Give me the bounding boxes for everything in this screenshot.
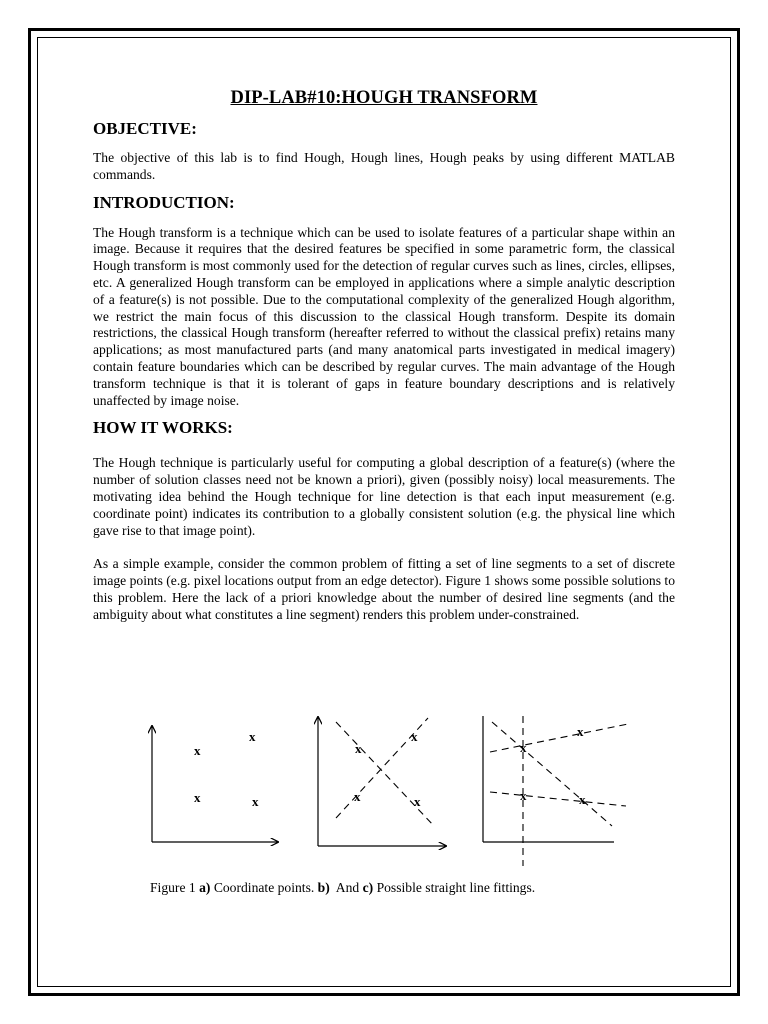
point-marker: x: [411, 729, 418, 744]
caption-text-c: Possible straight line fittings.: [373, 880, 536, 895]
fitted-line: [490, 792, 626, 806]
introduction-heading: INTRODUCTION:: [93, 192, 235, 212]
fitted-line: [492, 722, 612, 826]
point-marker: x: [414, 794, 421, 809]
objective-heading: OBJECTIVE:: [93, 119, 197, 138]
point-marker: x: [520, 740, 527, 755]
caption-prefix: Figure 1: [150, 880, 200, 895]
objective-paragraph: The objective of this lab is to find Hough, Hough lines, Hough peaks by using different MATLAB commands.: [93, 150, 675, 182]
how-it-works-paragraph: As a simple example, consider the common problem of fitting a set of line segments to a set of discrete image points (e.g. pixel locations output from an edge detector). Figure 1 shows some possible solutions to this problem. Here the lack of a priori knowledge about the number of desired line segments (and the ambiguity about what constitutes a line segment) renders this problem under-constrained.: [93, 556, 675, 622]
point-marker: x: [520, 788, 527, 803]
point-marker: x: [194, 743, 201, 758]
caption-label-a: a): [199, 880, 211, 895]
caption-label-c: c): [362, 880, 374, 895]
caption-text-a: Coordinate points.: [210, 880, 318, 895]
point-marker: x: [577, 724, 584, 739]
caption-text-b: And: [329, 880, 363, 895]
point-marker: x: [579, 792, 586, 807]
point-marker: x: [194, 790, 201, 805]
document-title: DIP-LAB#10:HOUGH TRANSFORM: [230, 88, 538, 108]
figure-panel-a: [152, 726, 278, 842]
how-it-works-heading: HOW IT WORKS:: [93, 418, 233, 438]
point-marker: x: [252, 794, 259, 809]
figure-caption: [150, 880, 535, 896]
figure-panel-c: [483, 716, 628, 866]
figure-panel-b: [318, 717, 446, 846]
point-marker: x: [354, 789, 361, 804]
how-it-works-paragraph: The Hough technique is particularly useful for computing a global description of a feature(s) (where the number of solution classes need not be known a priori), given (possibly noisy) local measurements. The motivating idea behind the Hough technique for line detection is that each input measurement (e.g. coordinate point) indicates its contribution to a globally consistent solution (e.g. the physical line which gave rise to that image point).: [93, 455, 675, 538]
fitted-line: [336, 722, 434, 826]
point-marker: x: [355, 741, 362, 756]
point-marker: x: [249, 729, 256, 744]
introduction-paragraph: The Hough transform is a technique which can be used to isolate features of a particular shape within an image. Because it requires that the desired features be specified in some parametric form, the classical Hough transform is most commonly used for the detection of regular curves such as lines, circles, ellipses, etc. A generalized Hough transform can be employed in applications where a simple analytic description of a feature(s) is not possible. Due to the computational complexity of the generalized Hough algorithm, we restrict the main focus of this discussion to the classical Hough transform. Despite its domain restrictions, the classical Hough transform (hereafter referred to without the classical prefix) retains many applications; as most manufactured parts (and many anatomical parts investigated in medical imagery) contain feature boundaries which can be described by regular curves. The main advantage of the Hough transform technique is that it is tolerant of gaps in feature boundary descriptions and is relatively unaffected by image noise.: [93, 224, 675, 408]
caption-label-b: b): [317, 880, 330, 895]
